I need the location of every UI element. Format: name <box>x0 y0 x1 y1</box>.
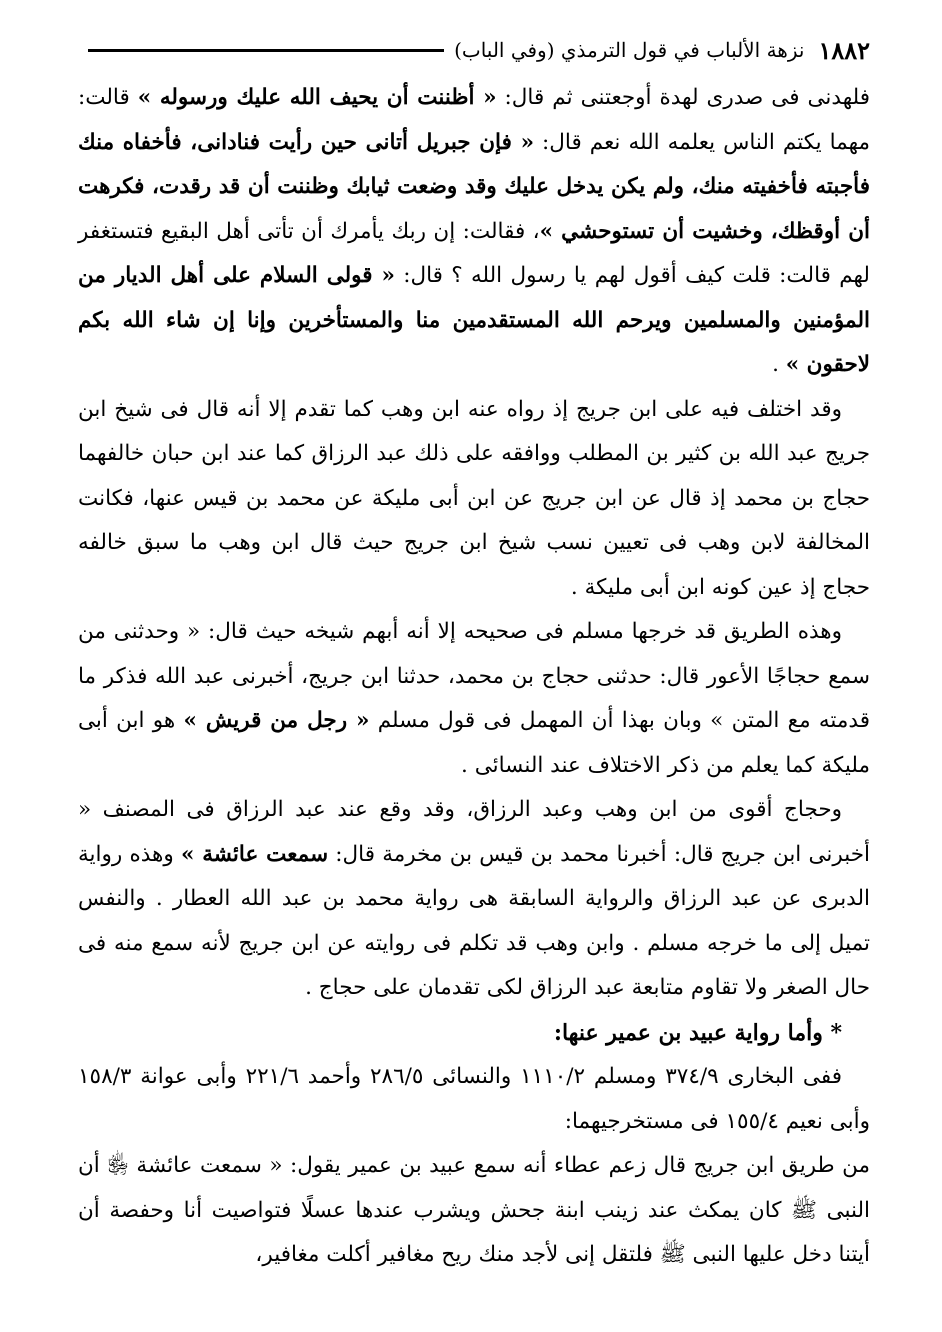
paragraph-text: من طريق ابن جريج قال زعم عطاء أنه سمع عبيد بن عمير يقول: « سمعت عائشة ﵂ أن النبى ﷺ كان يمكث عند زينب ابنة جحش ويشرب عندها عسلًا فتواصيت أنا وحفصة أن أيتنا دخل عليها النبى ﷺ فلتقل إنى لأجد منك ريح مغافير أكلت مغافير، <box>78 1153 870 1267</box>
paragraphs-before <box>78 76 870 1011</box>
quoted-text: سمعت عائشة » <box>180 841 329 867</box>
paragraph <box>78 388 870 611</box>
paragraph <box>78 610 870 788</box>
paragraph-text: فلهدنى فى صدرى لهدة أوجعتنى ثم قال: <box>496 85 870 110</box>
quoted-text: « رجل من قريش » <box>183 708 370 733</box>
paragraph-text: ففى البخارى ٣٧٤/٩ ومسلم ١١١٠/٢ والنسائى ٢٨٦/٥ وأحمد ٢٢١/٦ وأبى عوانة ١٥٨/٣ وأبى نعيم ١٥٥/٤ فى مستخرجيهما: <box>78 1064 870 1134</box>
paragraph-text: هو ابن أبى مليكة كما يعلم من ذكر الاختلاف عند النسائى . <box>78 708 870 778</box>
paragraph-text: . <box>772 352 786 377</box>
quoted-text: « قولى السلام على أهل الديار من المؤمنين والمسلمين ويرحم الله المستقدمين منا والمستأخرين وإنا إن شاء الله بكم لاحقون » <box>78 263 870 377</box>
paragraph-text: ، فقالت: إن ربك يأمرك أن تأتى أهل البقيع فتستغفر لهم قالت: قلت كيف أقول لهم يا رسول الله ؟ قال: <box>78 218 870 288</box>
paragraph-text: وقد اختلف فيه على ابن جريج إذ رواه عنه ابن وهب كما تقدم إلا أنه قال فى شيخ ابن جريج عبد الله بن كثير بن المطلب ووافقه على ذلك عبد الرزاق كما عند ابن حبان خالفهما حجاج بن محمد إذ قال عن ابن جريج عن ابن أبى مليكة عن محمد بن قيس عنها، فكانت المخالفة لابن وهب فى تعيين نسب شيخ ابن جريج حيث قال ابن وهب ما سبق خالفه حجاج إذ عين كونه ابن أبى مليكة . <box>78 396 870 600</box>
quoted-text: « أظننت أن يحيف الله عليك ورسوله » <box>137 85 497 110</box>
quoted-text: « فإن جبريل أتانى حين رأيت فنادانى، فأخفاه منك فأجبته فأخفيته منك، ولم يكن يدخل عليك وقد وضعت ثيابك وظننت أن قد رقدت، فكرهت أن أوقظك، وخشيت أن تستوحشي » <box>78 129 870 244</box>
body-text <box>78 76 870 1278</box>
page <box>78 30 870 1278</box>
paragraph-text: وحجاج أقوى من ابن وهب وعبد الرزاق، وقد وقع عند عبد الرزاق فى المصنف « أخبرنى ابن جريج قال: أخبرنا محمد بن قيس بن مخرمة قال: <box>78 797 871 867</box>
page-header <box>78 30 870 70</box>
header-rule <box>88 49 444 52</box>
paragraph-text: وهذه رواية الدبرى عن عبد الرزاق والرواية السابقة هى رواية محمد بن عبد الله العطار . والنفس تميل إلى ما خرجه مسلم . وابن وهب قد تكلم فى روايته عن ابن جريج لأنه سمع منه فى حال الصغر ولا تقاوم متابعة عبد الرزاق لكى تقدمان على حجاج . <box>78 841 870 1000</box>
paragraph <box>78 1144 870 1278</box>
page-number: ١٨٨٢ <box>818 35 870 65</box>
paragraphs-after <box>78 1055 870 1278</box>
paragraph-text: قالت: مهما يكتم الناس يعلمه الله نعم قال: <box>78 85 871 155</box>
paragraph-text: وهذه الطريق قد خرجها مسلم فى صحيحه إلا أنه أبهم شيخه حيث قال: « وحدثنى من سمع حجاجًا الأعور قال: حدثنى حجاج بن محمد، حدثنا ابن جريج، أخبرنى عبد الله فذكر ما قدمته مع المتن » وبان بهذا أن المهمل فى قول مسلم <box>78 619 870 733</box>
section-heading: * وأما رواية عبيد بن عمير عنها: <box>553 1019 842 1046</box>
paragraph <box>78 788 870 1011</box>
paragraph <box>78 76 870 388</box>
running-title: نزهة الألباب في قول الترمذي (وفي الباب) <box>454 38 805 62</box>
paragraph <box>78 1055 870 1144</box>
